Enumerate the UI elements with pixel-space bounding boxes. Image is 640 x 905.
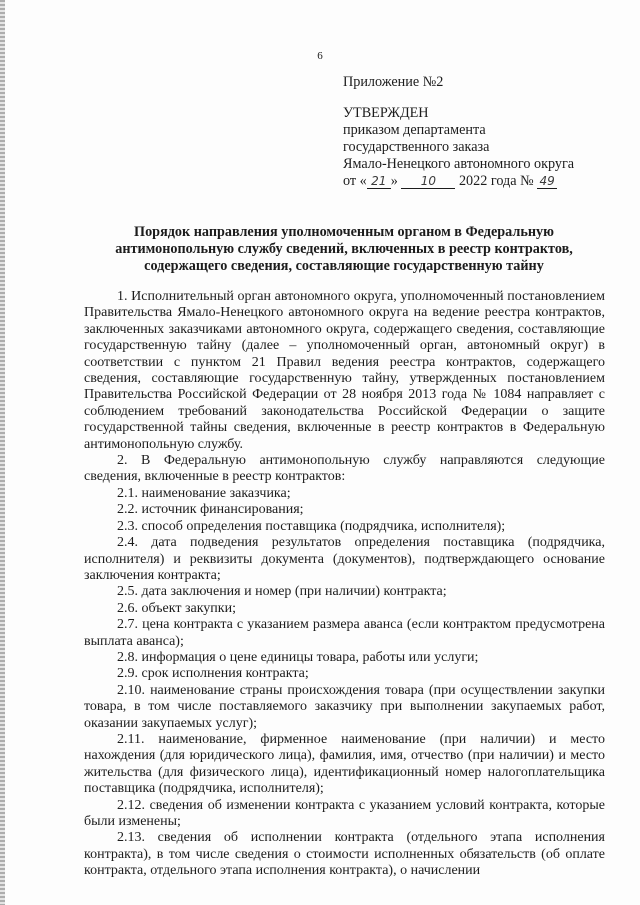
handwritten-day: 21 [367, 174, 391, 189]
page-number: 6 [317, 50, 323, 62]
handwritten-order-number: 49 [537, 174, 557, 189]
item-2-3: 2.3. способ определения поставщика (подрядчика, исполнителя); [117, 518, 506, 534]
item-2-12: 2.12. сведения об изменении контракта с указанием условий контракта, которые были изменены; [84, 797, 605, 829]
appendix-label: Приложение №2 [343, 74, 444, 90]
approved-label: УТВЕРЖДЕН [343, 105, 429, 121]
date-close-quote: » [390, 173, 398, 189]
year-text: 2022 года № [458, 173, 534, 189]
item-2-13: 2.13. сведения об исполнении контракта (отдельного этапа исполнения контракта), в том числе сведения о стоимости исполненных обязательств (об оплате контракта, отдельного этапа исполнения контракта), о начислении [84, 830, 605, 879]
approval-line-1: приказом департамента [343, 122, 486, 138]
item-2-6: 2.6. объект закупки; [117, 600, 236, 616]
item-2-1: 2.1. наименование заказчика; [117, 485, 291, 501]
item-2-5: 2.5. дата заключения и номер (при наличии) контракта; [117, 584, 447, 600]
item-2-8: 2.8. информация о цене единицы товара, работы или услуги; [117, 649, 479, 665]
document-body [84, 289, 605, 880]
paragraph-2: 2. В Федеральную антимонопольную службу направляются следующие сведения, включенные в реестр контрактов: [84, 453, 605, 485]
approval-stamp-block [343, 74, 623, 190]
item-2-10: 2.10. наименование страны происхождения товара (при осуществлении закупки товара, в том числе поставляемого заказчику при выполнении закупаемых работ, оказании закупаемых услуг); [84, 682, 605, 731]
scan-edge-artifact [0, 0, 5, 905]
handwritten-month: 10 [401, 174, 455, 189]
paragraph-1: 1. Исполнительный орган автономного округа, уполномоченный постановлением Правительства Ямало-Ненецкого автономного округа на ведение реестра контрактов, заключенных заказчиками автономного округа, содержащего сведения, составляющие государственную тайну (далее – уполномоченный орган, автономный округ) в соответствии с пунктом 21 Правил ведения реестра контрактов, содержащего сведения, составляющие государственную тайну, утвержденных постановлением Правительства Российской Федерации от 28 ноября 2013 года № 1084 направляет с соблюдением требований законодательства Российской Федерации о защите государственной тайны сведения, включенные в реестр контрактов в Федеральную антимонопольную службу. [84, 289, 605, 452]
date-prefix: от « [343, 173, 367, 189]
item-2-9: 2.9. срок исполнения контракта; [117, 666, 309, 682]
document-title: Порядок направления уполномоченным органом в Федеральную антимонопольную службу сведений, включенных в реестр контрактов, содержащего сведения, составляющие государственную тайну [115, 224, 573, 274]
approval-date-line [343, 173, 623, 190]
item-2-7: 2.7. цена контракта с указанием размера аванса (если контрактом предусмотрена выплата аванса); [84, 617, 605, 649]
approval-line-3: Ямало-Ненецкого автономного округа [343, 156, 575, 172]
approval-line-2: государственного заказа [343, 139, 490, 155]
item-2-4: 2.4. дата подведения результатов определения поставщика (подрядчика, исполнителя) и реквизиты документа (документов), подтверждающего основание заключения контракта; [84, 535, 605, 583]
item-2-11: 2.11. наименование, фирменное наименование (при наличии) и место нахождения (для юридического лица), фамилия, имя, отчество (при наличии) и место жительства (для физического лица), идентификационный номер налогоплательщика поставщика (подрядчика, исполнителя); [84, 731, 605, 797]
item-2-2: 2.2. источник финансирования; [117, 502, 304, 518]
